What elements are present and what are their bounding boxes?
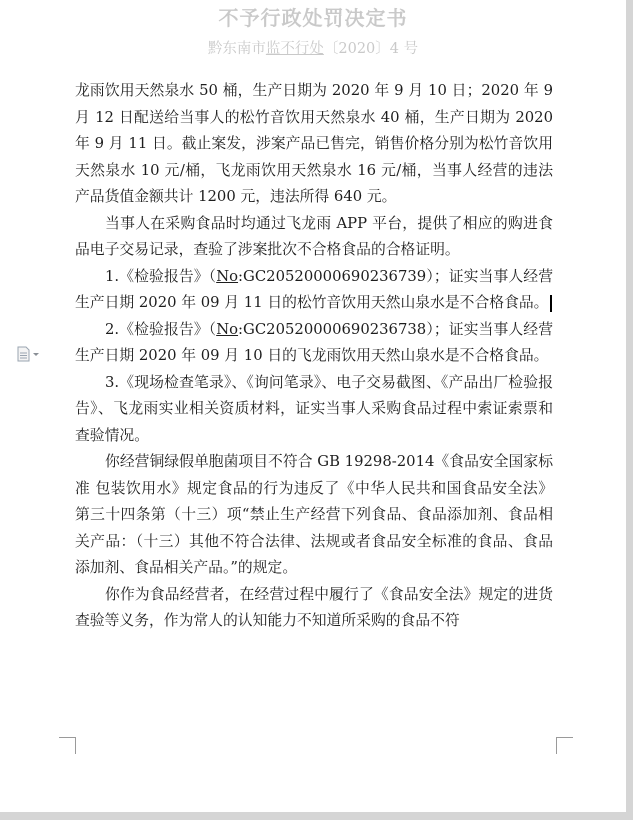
p4-number-sign: No [216, 320, 239, 338]
paragraph-4 [75, 317, 553, 370]
paragraph-1: 龙雨饮用天然泉水 50 桶，生产日期为 2020 年 9 月 10 日；2020 年 9 月 12 日配送给当事人的松竹音饮用天然泉水 40 桶，生产日期为 2020 年 9 月 11 日。截止案发，涉案产品已售完，销售价格分别为松竹音饮用天然泉水 10 元/桶，飞龙雨饮用天然泉水 16 元/桶，当事人经营的违法产品货值金额共计 1200 元，违法所得 640 元。 [75, 82, 553, 205]
paragraph-3 [75, 264, 553, 317]
vertical-scrollbar[interactable] [626, 0, 633, 820]
p4-prefix: 2.《检验报告》（ [105, 320, 217, 338]
document-outline-icon[interactable] [16, 346, 42, 362]
paragraph-6: 你经营铜绿假单胞菌项目不符合 GB 19298-2014《食品安全国家标准 包装饮用水》规定食品的行为违反了《中华人民共和国食品安全法》第三十四条第（十三）项“禁止生产经营下列食品、食品添加剂、食品相关产品：（十三）其他不符合法律、法规或者食品安全标准的食品、食品添加剂、食品相关产品。”的规定。 [75, 453, 553, 576]
document-title: 不予行政处罚决定书 [218, 6, 408, 30]
p4-rest: :GC20520000690236738）；证实当事人经营生产日期 2020 年 09 月 10 日的飞龙雨饮用天然山泉水是不合格食品。 [75, 320, 553, 364]
page-corner-mark-left [59, 737, 76, 754]
page-corner-mark-right [556, 737, 573, 754]
document-number [0, 37, 626, 58]
p3-prefix: 1.《检验报告》（ [105, 267, 217, 285]
page-gap [0, 812, 633, 820]
p3-number-sign: No [216, 267, 239, 285]
doc-number-suffix: 〔2020〕4 号 [323, 41, 419, 57]
paragraph-7: 你作为食品经营者，在经营过程中履行了《食品安全法》规定的进货查验等义务，作为常人的认知能力不知道所采购的食品不符 [75, 585, 553, 629]
paragraph-2: 当事人在采购食品时均通过飞龙雨 APP 平台，提供了相应的购进食品电子交易记录，查验了涉案批次不合格食品的合格证明。 [75, 214, 553, 258]
text-cursor [550, 295, 552, 312]
doc-number-prefix: 黔东南市 [207, 41, 266, 57]
paragraph-5: 3.《现场检查笔录》、《询问笔录》、电子交易截图、《产品出厂检验报告》、飞龙雨实业相关资质材料，证实当事人采购食品过程中索证索票和查验情况。 [75, 373, 553, 444]
document-body[interactable] [75, 78, 553, 635]
p3-rest: :GC20520000690236739）；证实当事人经营生产日期 2020 年 09 月 11 日的松竹音饮用天然山泉水是不合格食品。 [75, 267, 553, 311]
doc-number-mid: 监不行处 [265, 41, 324, 57]
